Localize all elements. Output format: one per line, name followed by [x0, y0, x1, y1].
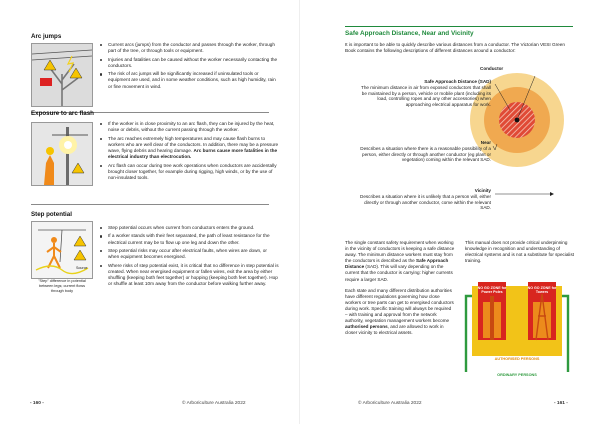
step-potential-illustration [31, 221, 93, 279]
vicinity-heading: Vicinity [474, 188, 491, 193]
sad-heading: Safe Approach Distance (SAD) [424, 79, 491, 84]
page-title: Safe Approach Distance, Near and Vicinity [345, 30, 474, 37]
bold-sentence: Arc burns cause more fatalities in the electrical industry than electrocution. [108, 148, 278, 160]
right-page [300, 0, 600, 424]
bullet: Injuries and fatalities can be caused without the worker necessarily contacting the conductors. [99, 57, 279, 69]
text: , and are allowed to work in closer vicinity to electrical assets. [345, 324, 444, 336]
term-authorised: authorised persons [345, 324, 388, 330]
sad-description [360, 79, 491, 108]
sad-text: The minimum distance in air from exposed conductors that shall be maintained by a person, vehicle or mobile plant (including its load, controlling ropes and any other accessories) when approaching electrical apparatus for work. [361, 84, 491, 108]
bullet: If the worker is in close proximity to an arc flash, they can be injured by the heat, noise or debris, without the current passing through the worker. [99, 121, 279, 133]
bullet: Step potential occurs when current from conductors enters the ground. [99, 225, 279, 231]
footer-copyright: © Arboriculture Australia 2022 [358, 401, 422, 406]
body-column-right [465, 240, 575, 269]
near-description [360, 140, 491, 163]
text: The single constant safety requirement when working in the vicinity of conductors is keeping a safe distance away. The minimum distance workers must stay from the conductors is described as the [345, 240, 455, 264]
paragraph [345, 240, 455, 283]
step-potential-bullets [99, 225, 279, 290]
page-number: - 160 - [30, 401, 44, 406]
body-column-left [345, 240, 455, 341]
arc-jumps-bullets [99, 42, 279, 92]
paragraph [345, 288, 455, 337]
figure-label: Source [76, 266, 88, 270]
divider [31, 204, 269, 205]
intro-paragraph: It is important to be able to quickly describe various distances from a conductor. The Victorian VESI Green Book contains the following descriptions of different distances around a conductor: [345, 42, 565, 54]
bullet: If a worker stands with their feet separated, the path of least resistance for the electrical current may be to flow up one leg and down the other. [99, 233, 279, 245]
arc-flash-illustration [31, 122, 93, 186]
text: (SAD). This will vary depending on the current that the conductor is carrying: higher currents require a larger SAD. [345, 264, 453, 282]
near-text: Describes a situation where there is a reasonable possibility of a person, either directly or through another conductor (eg plant or vegetation) coming within the relevant SAD. [360, 145, 491, 163]
no-go-zone-towers-label: NO GO ZONE for Towers [527, 286, 557, 295]
bullet [99, 136, 279, 161]
section-heading-arc-flash: Exposure to arc flash [31, 110, 94, 117]
section-heading-arc-jumps: Arc jumps [31, 33, 62, 40]
bullet: Arc flash can occur during tree work operations when conductors are accidentally brought closer together, for example during rigging, high winds, or by the use of non-insulated tools. [99, 163, 279, 182]
arc-jump-illustration [31, 43, 93, 107]
bullet: Step potential risks may occur after electrical faults, when wires are down, or when equipment becomes energised. [99, 248, 279, 260]
text: Each state and many different distribution authorities have different regulations governing how close workers or tree parts can get to energised conductors during work. Specific training will always be required – with training and approval from the network authority, vegetation management workers become [345, 287, 454, 324]
term-sad: Safe Approach Distance [345, 258, 449, 270]
figure-caption: "Step" difference in potential between legs; current flows through body [38, 279, 86, 293]
footer-copyright: © Arboriculture Australia 2022 [182, 401, 246, 406]
bullet-text: The arc reaches extremely high temperatures and may cause flash burns to workers who are well clear of the conductors. In addition, there may be a pressure wave, flying debris and hearing damage. [108, 135, 279, 153]
no-go-zone-diagram [462, 276, 572, 382]
bullet: Where risks of step potential exist, it is critical that no difference in step potential is created. When near energised equipment or fallen wires, exit the area by either shuffling (keeping both feet together) or hopping (keeping both feet together). Hop or shuffle at least 10m away from the conductor before walking further away. [99, 263, 279, 288]
no-go-zone-poles-label: NO GO ZONE for Power Poles [477, 286, 507, 295]
authorised-persons-label: AUTHORISED PERSONS [494, 357, 540, 361]
title-rule [345, 26, 573, 27]
bullet: Current arcs (jumps) from the conductor and passes through the worker, through part of the tree, or through tools or equipment. [99, 42, 279, 54]
arc-flash-bullets [99, 121, 279, 183]
page-number: - 161 - [554, 401, 568, 406]
vicinity-text: Describes a situation where it is unlikely that a person will, either directly or through another conductor, come within the relevant SAD. [360, 193, 491, 211]
bullet: The risk of arc jumps will be significantly increased if uninsulated tools or equipment are used, and in some weather conditions, such as high humidity, rain or fine movement in wind. [99, 71, 279, 90]
conductor-label: Conductor [480, 66, 504, 71]
paragraph: This manual does not provide critical underpinning knowledge in recognition and understanding of electrical systems and is not a substitute for specialist training. [465, 240, 575, 264]
section-heading-step-potential: Step potential [31, 211, 72, 218]
ordinary-persons-label: ORDINARY PERSONS [497, 373, 537, 377]
vicinity-description [360, 188, 491, 211]
near-heading: Near [480, 140, 491, 145]
